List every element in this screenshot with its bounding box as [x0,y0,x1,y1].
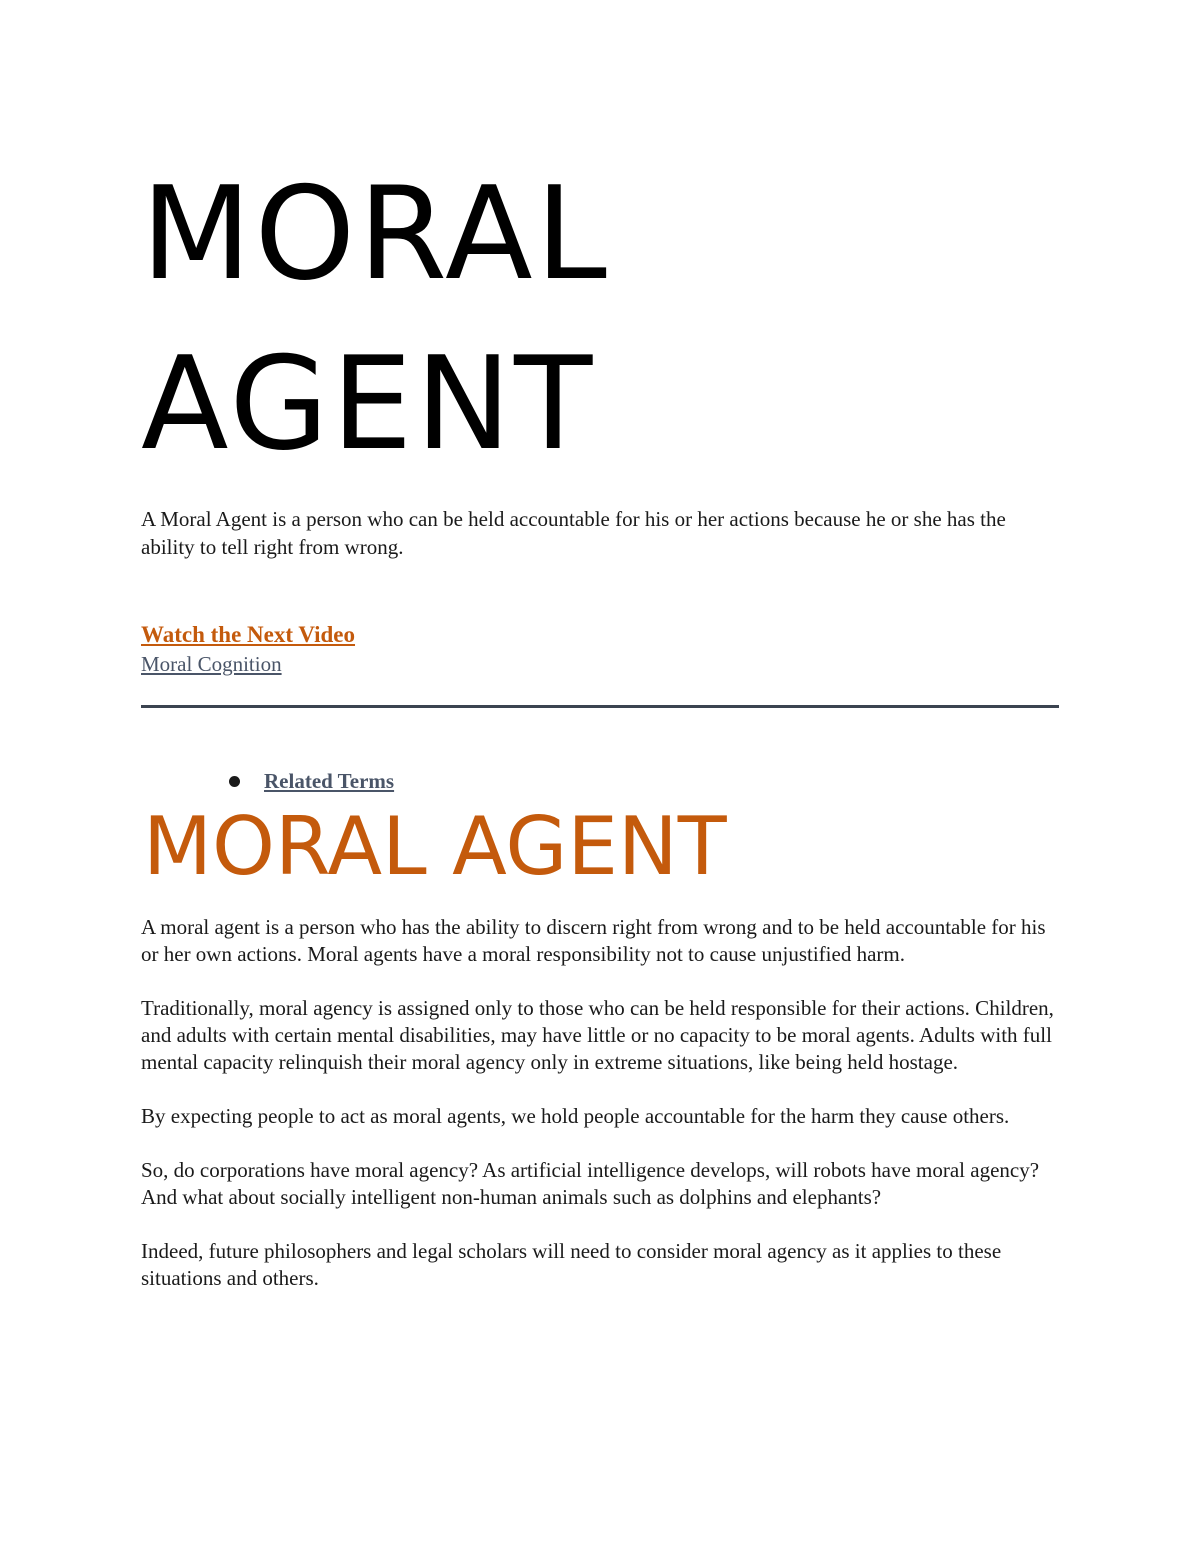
intro-paragraph: A Moral Agent is a person who can be held accountable for his or her actions because he or she has the ability to tell right from wrong. [141,507,1006,559]
body-paragraph: A moral agent is a person who has the ability to discern right from wrong and to be held accountable for his or her own actions. Moral agents have a moral responsibility not to cause unjustified harm. [141,915,1046,966]
related-terms-link[interactable]: Related Terms [264,769,395,793]
body-text [141,914,1059,1319]
body-paragraph: By expecting people to act as moral agents, we hold people accountable for the harm they cause others. [141,1104,1010,1128]
next-video-block [141,620,355,678]
related-terms-item [229,767,394,795]
body-paragraph: Indeed, future philosophers and legal scholars will need to consider moral agency as it applies to these situations and others. [141,1239,1002,1290]
body-paragraph: So, do corporations have moral agency? As artificial intelligence develops, will robots have moral agency? And what about socially intelligent non-human animals such as dolphins and elephants? [141,1158,1040,1209]
main-title-line-2: AGENT [141,330,596,479]
section-divider [141,705,1059,708]
watch-next-video-link[interactable]: Watch the Next Video [141,622,356,647]
bullet-icon [229,776,240,787]
moral-cognition-link[interactable]: Moral Cognition [141,652,282,676]
body-paragraph: Traditionally, moral agency is assigned only to those who can be held responsible for their actions. Children, and adults with certain mental disabilities, may have little or no capacity to be moral agents. Adults with full mental capacity relinquish their moral agency only in extreme situations, like being held hostage. [141,996,1054,1074]
main-title [141,150,610,490]
section-title: MORAL AGENT [143,800,727,893]
main-title-line-1: MORAL [141,160,610,309]
